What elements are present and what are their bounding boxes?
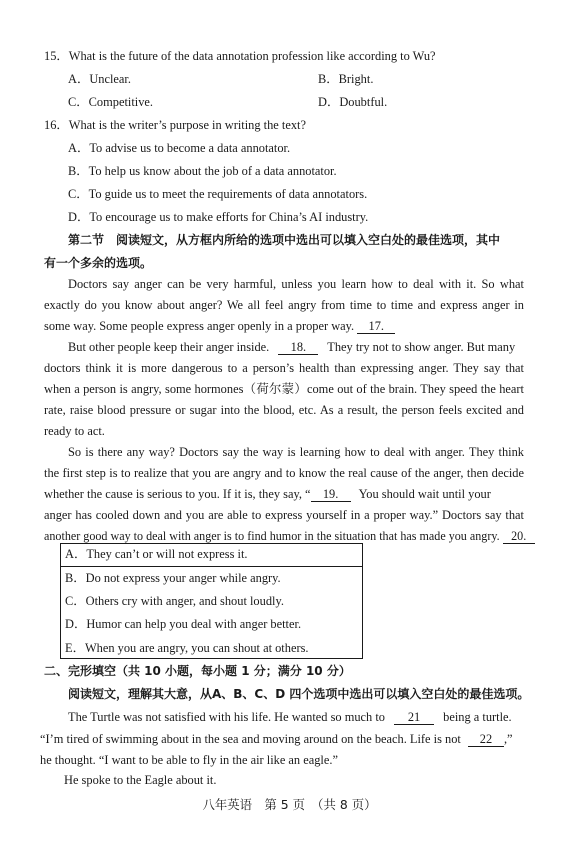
part-2-title: 二、完形填空（共 10 小题，每小题 1 分；满分 10 分） [44, 664, 351, 678]
q15-option-b: B．Bright. [318, 72, 374, 86]
options-box-divider [61, 566, 362, 567]
page-footer: 八年英语 第 5 页 （共 8 页） [202, 797, 377, 812]
section-2-instruction-line1: 第二节 阅读短文，从方框内所给的选项中选出可以填入空白处的最佳选项，其中 [68, 233, 501, 247]
passage-p1-line2: exactly do you know about anger? We all feel angry from time to time and express anger in [44, 298, 524, 312]
passage-p3-line2: the first step is to realize that you are angry and to know the real cause of the anger, then decide [44, 466, 524, 480]
passage-p3-line5-a: another good way to deal with anger is to find humor in the situation that has made you angry. [44, 529, 500, 543]
blank-19: 19. [311, 487, 351, 502]
cloze-line2-b: ,” [503, 732, 513, 746]
blank-22: 22 [468, 732, 504, 747]
passage-p3-line4: anger has cooled down and you are able to express yourself in a proper way.” Doctors say that [44, 508, 524, 522]
passage-p2-line5: ready to act. [44, 424, 105, 438]
passage-p3-line1: So is there any way? Doctors say the way is learning how to deal with anger. They think [68, 445, 524, 459]
q15-option-c: C．Competitive. [68, 95, 154, 109]
cloze-line1-a: The Turtle was not satisfied with his life. He wanted so much to [68, 710, 385, 724]
q16-option-c: C．To guide us to meet the requirements of data annotators. [68, 187, 368, 201]
passage-p2-line2: doctors think it is more dangerous to a person’s health than expressing anger. They say that [44, 361, 524, 375]
passage-p2-line1 [68, 339, 515, 355]
passage-p3-line3 [44, 486, 491, 502]
q16-option-d: D．To encourage us to make efforts for China’s AI industry. [68, 210, 369, 224]
cloze-line1-b: being a turtle. [443, 710, 512, 724]
q16-option-a: A．To advise us to become a data annotator. [68, 141, 291, 155]
passage-p2-line1-b: They try not to show anger. But many [327, 340, 516, 354]
passage-p1-line3-text: some way. Some people express anger openly in a proper way. [44, 319, 355, 333]
section-2-instruction-line2: 有一个多余的选项。 [44, 256, 153, 270]
passage-p1-line1: Doctors say anger can be very harmful, unless you learn how to deal with it. So what [68, 277, 524, 291]
options-box [60, 543, 363, 659]
part-2-instruction: 阅读短文，理解其大意，从A、B、C、D 四个选项中选出可以填入空白处的最佳选项。 [68, 687, 530, 701]
cloze-line2 [40, 731, 513, 747]
blank-21: 21 [394, 710, 434, 725]
box-option-d: D．Humor can help you deal with anger better. [65, 617, 302, 631]
cloze-line2-a: “I’m tired of swimming about in the sea and moving around on the beach. Life is not [40, 732, 461, 746]
question-16-stem: 16．What is the writer’s purpose in writing the text? [44, 118, 306, 132]
passage-p3-line3-b: You should wait until your [358, 487, 491, 501]
cloze-line3: he thought. “I want to be able to fly in the air like an eagle.” [40, 753, 338, 767]
q16-option-b: B．To help us know about the job of a data annotator. [68, 164, 337, 178]
passage-p2-line4: rate, raise blood pressure or sugar into the blood, etc. As a result, the person feels excited and [44, 403, 524, 417]
passage-p3-line5 [44, 528, 535, 544]
box-option-c: C．Others cry with anger, and shout loudly. [65, 594, 284, 608]
passage-p2-line3: when a person is angry, some hormones（荷尔蒙）come out of the brain. They speed the heart [44, 382, 524, 396]
q15-option-a: A．Unclear. [68, 72, 131, 86]
question-15-stem: 15．What is the future of the data annotation profession like according to Wu? [44, 49, 436, 63]
cloze-line4: He spoke to the Eagle about it. [64, 773, 217, 787]
blank-20: 20. [503, 529, 535, 544]
box-option-b: B．Do not express your anger while angry. [65, 571, 281, 585]
blank-18: 18. [278, 340, 318, 355]
box-option-e: E．When you are angry, you can shout at others. [65, 641, 309, 655]
box-option-a: A．They can’t or will not express it. [65, 547, 248, 561]
passage-p2-line1-a: But other people keep their anger inside. [68, 340, 270, 354]
passage-p1-line3 [44, 318, 395, 334]
passage-p3-line3-a: whether the cause is serious to you. If it is, they say, “ [44, 487, 311, 501]
q15-option-d: D．Doubtful. [318, 95, 388, 109]
cloze-line1 [68, 709, 512, 725]
blank-17: 17. [357, 319, 395, 334]
